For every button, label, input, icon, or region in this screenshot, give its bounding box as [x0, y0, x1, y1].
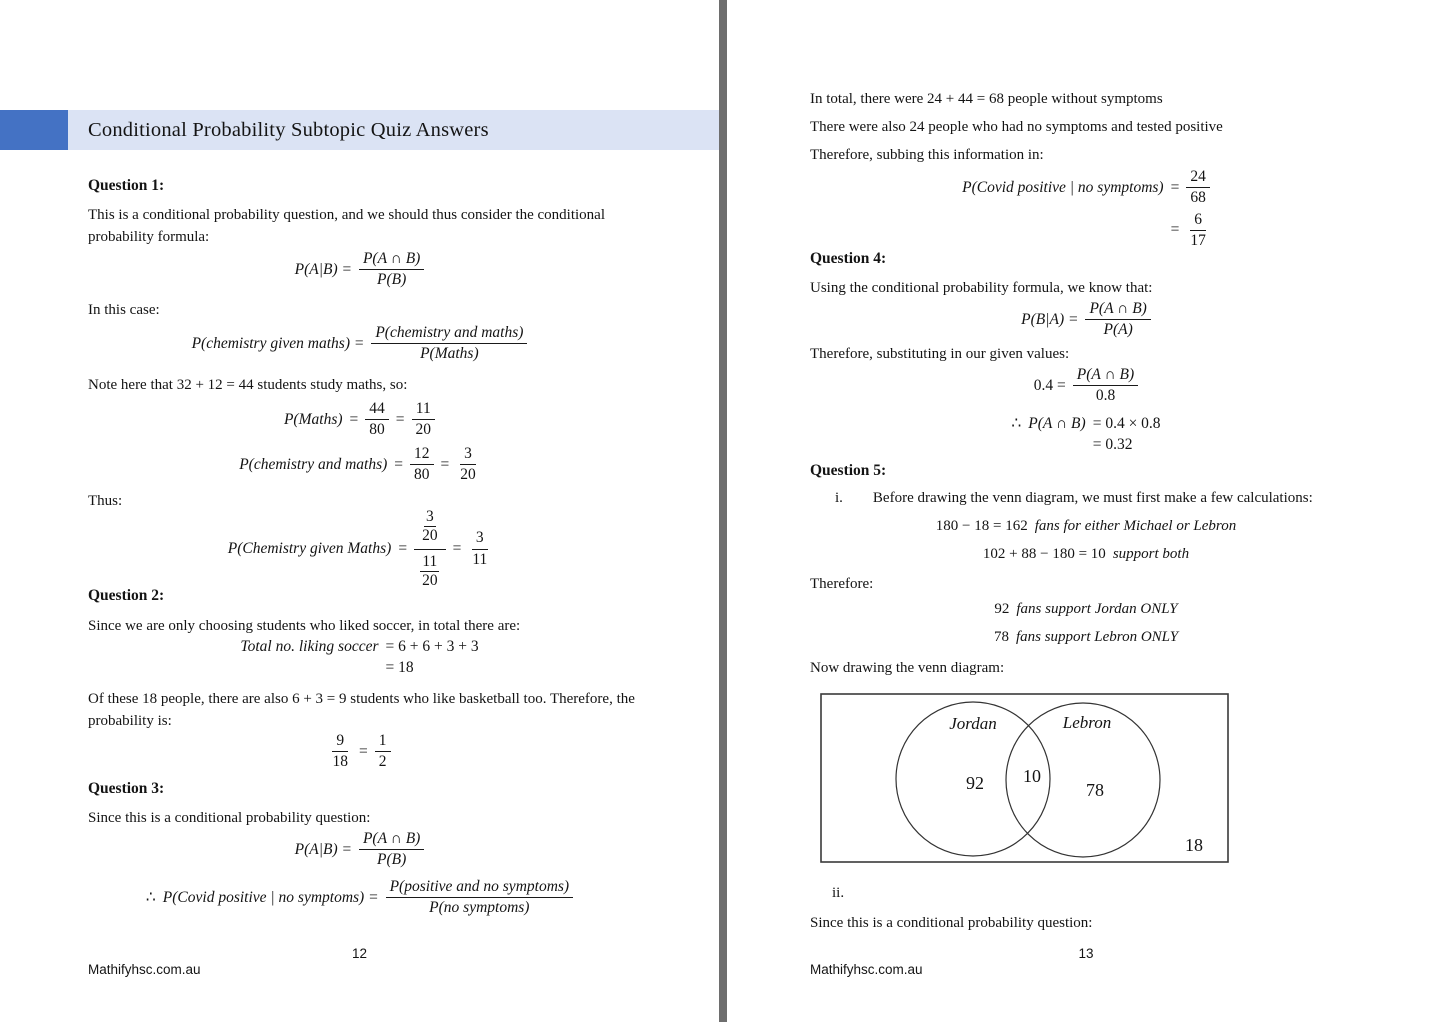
list-marker-i: i.: [835, 490, 843, 506]
q3-cont-line-3: Therefore, subbing this information in:: [810, 147, 1044, 163]
formula-row: [727, 366, 1445, 406]
fraction-numerator: 11: [412, 400, 435, 420]
formula-lhs-expression: P(A ∩ B): [1028, 414, 1086, 432]
q5-item-i: [835, 490, 1313, 507]
q2-total-formula: [0, 638, 719, 677]
fraction: [1073, 366, 1138, 406]
q5-therefore: Therefore:: [810, 576, 874, 592]
fraction-numerator: 44: [365, 400, 389, 420]
fraction: [468, 529, 491, 569]
q5-drawing-paragraph: Now drawing the venn diagram:: [810, 660, 1005, 676]
q4-intro-paragraph: Using the conditional probability formula, we know that:: [810, 280, 1153, 296]
fraction: [420, 508, 440, 546]
formula-lhs: P(A|B) =: [294, 260, 352, 278]
fraction-denominator: P(B): [377, 271, 407, 289]
question-4-heading: Question 4:: [810, 250, 887, 267]
formula-lhs: P(Covid positive | no symptoms): [962, 178, 1164, 196]
aligned-equations: [240, 638, 478, 677]
fraction-denominator: P(B): [377, 851, 407, 869]
equals-sign: =: [395, 410, 405, 428]
question-3-heading: Question 3:: [88, 780, 165, 797]
q4-substituted-formula: [727, 366, 1445, 406]
equals-sign: =: [349, 410, 359, 428]
calc-numbers: 180 − 18 = 162: [935, 518, 1028, 534]
fraction-denominator: 20: [422, 571, 438, 589]
venn-label-jordan: Jordan: [949, 714, 997, 733]
fraction-denominator: P(A): [1103, 321, 1133, 339]
title-banner: [0, 110, 719, 150]
fraction-numerator: 24: [1186, 168, 1210, 188]
equals-sign: =: [1170, 221, 1180, 239]
formula-lhs: P(chemistry given maths) =: [191, 334, 365, 352]
formula-rhs: = 6 + 6 + 3 + 3: [385, 638, 479, 655]
fraction-denominator: 20: [422, 527, 438, 545]
fraction-numerator: 12: [410, 445, 434, 465]
q1-note-paragraph: Note here that 32 + 12 = 44 students study maths, so:: [88, 377, 408, 393]
venn-label-lebron: Lebron: [1062, 713, 1112, 732]
formula-row: [0, 445, 719, 485]
therefore-symbol: ∴: [145, 889, 156, 907]
banner-band: [68, 110, 719, 150]
q1-conditional-formula: [0, 250, 719, 290]
calc-words: fans for either Michael or Lebron: [1034, 518, 1237, 534]
formula-row: [0, 830, 719, 870]
q1-pmaths-formula: [0, 400, 719, 440]
fraction: [371, 324, 527, 364]
equals-sign: =: [398, 540, 408, 558]
banner-accent-block: [0, 110, 68, 150]
compound-denominator: [414, 550, 446, 591]
q2-intro-paragraph: Since we are only choosing students who liked soccer, in total there are:: [88, 618, 521, 634]
fraction-numerator: P(A ∩ B): [359, 830, 424, 850]
q1-in-this-case: In this case:: [88, 302, 160, 318]
q1-chemistry-formula: [0, 324, 719, 364]
fraction: [386, 878, 574, 918]
fact-number: 78: [993, 629, 1009, 645]
q1-pchem-formula: [0, 445, 719, 485]
therefore-symbol: ∴: [1011, 415, 1022, 432]
formula-row: [0, 508, 719, 590]
fraction: [359, 250, 424, 290]
fraction-denominator: 2: [378, 753, 387, 771]
fact-words: fans support Jordan ONLY: [1016, 601, 1178, 617]
formula-lhs: P(Maths): [283, 410, 343, 428]
formula-lhs: 0.4 =: [1033, 376, 1066, 394]
q5-calc-1: [727, 518, 1445, 535]
fraction-numerator: 6: [1190, 211, 1206, 231]
page-title: Conditional Probability Subtopic Quiz Answers: [88, 118, 489, 141]
venn-value-jordan-only: 92: [966, 773, 984, 793]
fraction-numerator: P(A ∩ B): [1085, 300, 1150, 320]
formula-row: [0, 400, 719, 440]
equals-sign: =: [394, 455, 404, 473]
fraction: [375, 732, 391, 772]
fraction-denominator: 20: [460, 466, 476, 484]
fraction-denominator: 0.8: [1095, 387, 1116, 405]
venn-value-outside: 18: [1185, 835, 1203, 855]
fact-words: fans support Lebron ONLY: [1015, 629, 1179, 645]
q3-intro-paragraph: Since this is a conditional probability question:: [88, 810, 371, 826]
calc-numbers: 102 + 88 − 180 = 10: [982, 546, 1106, 562]
fraction: [329, 732, 353, 772]
fraction: [1186, 168, 1210, 208]
question-2-heading: Question 2:: [88, 587, 165, 604]
fraction-denominator: 17: [1190, 231, 1206, 249]
aligned-equations: [962, 168, 1210, 250]
fraction-denominator: 80: [414, 466, 430, 484]
formula-row: [0, 878, 719, 918]
fraction-denominator: 20: [415, 421, 432, 439]
q1-final-formula: [0, 508, 719, 590]
formula-rhs: = 0.4 × 0.8: [1092, 414, 1161, 432]
q3-cont-line-2: There were also 24 people who had no symptoms and tested positive: [810, 119, 1223, 135]
fraction-numerator: P(A ∩ B): [1073, 366, 1138, 386]
q5-outro-paragraph: Since this is a conditional probability question:: [810, 915, 1093, 931]
formula-rhs: = 18: [385, 659, 414, 676]
venn-diagram-svg: [820, 693, 1229, 863]
formula-lhs: [1011, 414, 1085, 433]
page-12: [0, 0, 719, 1022]
page-divider: [719, 0, 727, 1022]
q5-intro-text: Before drawing the venn diagram, we must first make a few calculations:: [872, 490, 1313, 506]
q5-fact-2: [727, 629, 1445, 646]
fraction-numerator: 3: [424, 508, 436, 527]
formula-row: [727, 629, 1445, 646]
q2-para: Of these 18 people, there are also 6 + 3 = 9 students who like basketball too. Therefore, the probability is:: [88, 691, 635, 729]
fraction: [1186, 211, 1210, 251]
fraction-numerator: 3: [460, 445, 476, 465]
fraction-denominator: 11: [472, 550, 488, 568]
fraction: [456, 445, 480, 485]
q1-intro-paragraph: This is a conditional probability question, and we should thus consider the conditional probability formula:: [88, 207, 606, 245]
formula-rhs: [1171, 168, 1210, 208]
q3-conditional-formula: [0, 830, 719, 870]
fraction-denominator: P(no symptoms): [429, 899, 530, 917]
q3-covid-solution: [727, 168, 1445, 250]
q5-fact-1: [727, 601, 1445, 618]
q3-covid-formula: [0, 878, 719, 918]
fact-number: 92: [994, 601, 1010, 617]
equals-sign: =: [359, 742, 368, 760]
q4-conditional-formula: [727, 300, 1445, 340]
fraction-denominator: 80: [369, 421, 385, 439]
footer-site: Mathifyhsc.com.au: [810, 962, 923, 977]
formula-lhs: Total no. liking soccer: [240, 638, 379, 655]
formula-rhs: = 0.32: [1092, 436, 1133, 453]
page-13: [727, 0, 1445, 1022]
formula-lhs: P(Covid positive | no symptoms) =: [162, 888, 379, 906]
fraction-numerator: P(chemistry and maths): [371, 324, 527, 344]
q4-substitute-paragraph: Therefore, substituting in our given values:: [810, 346, 1070, 362]
q3-cont-line-1: In total, there were 24 + 44 = 68 people without symptoms: [810, 91, 1163, 107]
fraction: [365, 400, 389, 440]
formula-lhs: P(Chemistry given Maths): [227, 540, 392, 558]
fraction: [420, 553, 440, 591]
q5-calc-2: [727, 546, 1445, 563]
fraction-denominator: 68: [1190, 189, 1206, 207]
fraction-numerator: 11: [420, 553, 439, 572]
venn-diagram: [820, 693, 1229, 868]
formula-lhs: P(B|A) =: [1021, 310, 1079, 328]
formula-lhs: P(A|B) =: [294, 840, 352, 858]
fraction-numerator: 9: [332, 732, 348, 752]
equals-sign: =: [1170, 178, 1180, 196]
q2-probability-fraction: [0, 732, 719, 772]
formula-row: [0, 324, 719, 364]
page-number: 13: [1078, 946, 1094, 961]
aligned-equations: [1011, 414, 1160, 454]
formula-lhs: P(chemistry and maths): [239, 455, 388, 473]
formula-row: [727, 300, 1445, 340]
compound-fraction: [414, 508, 446, 590]
fraction-denominator: 18: [332, 753, 348, 771]
q1-thus: Thus:: [88, 493, 123, 509]
formula-rhs: [1171, 211, 1210, 251]
fraction-numerator: P(positive and no symptoms): [386, 878, 574, 898]
question-1-heading: Question 1:: [88, 177, 165, 194]
q4-conclusion: [727, 414, 1445, 454]
fraction-numerator: 3: [472, 529, 488, 549]
q5-item-ii: ii.: [832, 885, 845, 901]
fraction: [412, 400, 436, 440]
formula-row: [727, 518, 1445, 535]
fraction-denominator: P(Maths): [420, 345, 479, 363]
formula-row: [0, 250, 719, 290]
page-number: 12: [351, 946, 368, 961]
formula-row: [727, 601, 1445, 618]
formula-row: [0, 732, 719, 772]
fraction-numerator: P(A ∩ B): [359, 250, 424, 270]
venn-value-intersection: 10: [1023, 766, 1041, 786]
fraction: [359, 830, 424, 870]
venn-value-lebron-only: 78: [1086, 780, 1104, 800]
footer-site: Mathifyhsc.com.au: [88, 962, 201, 977]
compound-numerator: [414, 508, 446, 550]
fraction: [1085, 300, 1150, 340]
question-5-heading: Question 5:: [810, 462, 887, 479]
formula-row: [727, 546, 1445, 563]
fraction-numerator: 1: [375, 732, 391, 752]
calc-words: support both: [1112, 546, 1190, 562]
equals-sign: =: [440, 455, 450, 473]
equals-sign: =: [452, 540, 462, 558]
fraction: [410, 445, 434, 485]
